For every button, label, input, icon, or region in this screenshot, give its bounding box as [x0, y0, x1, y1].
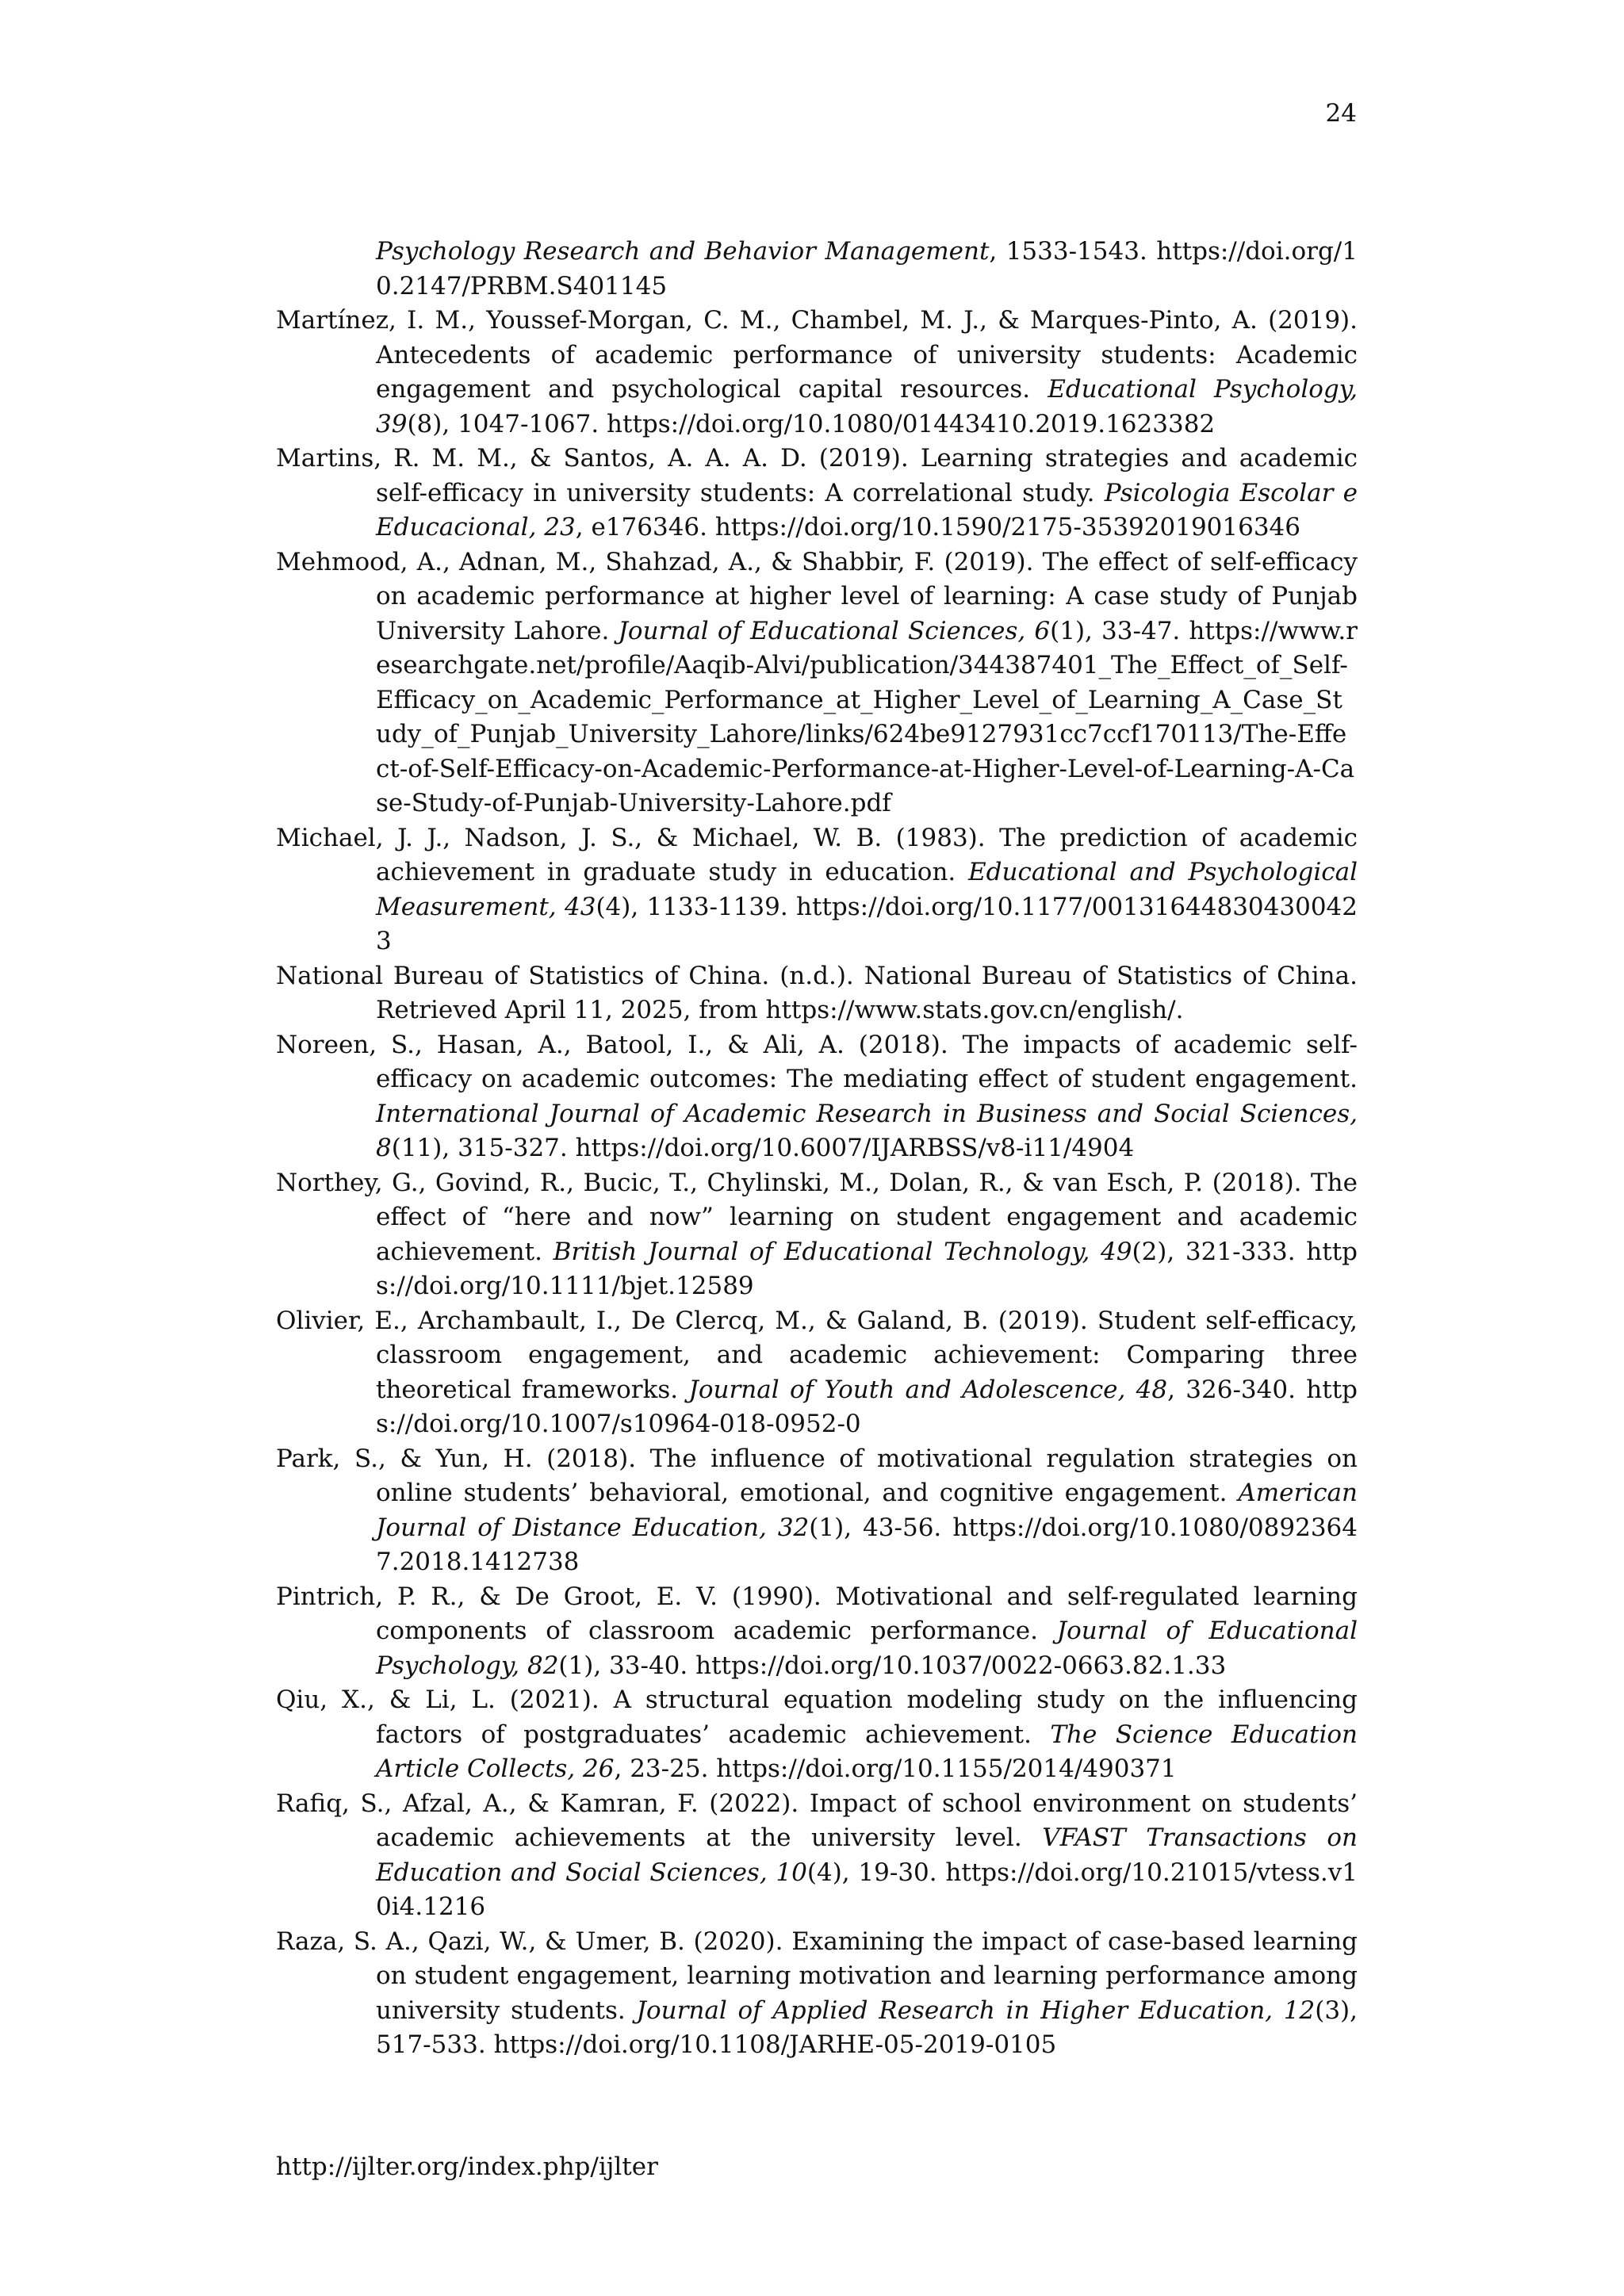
reference-entry [376, 235, 1358, 304]
reference-entry [276, 821, 1358, 959]
reference-text: Olivier, E., Archambault, I., De Clercq, M., & Galand, B. (2019). Student self-efficacy, classroom engagement, and academic achievement: Comparing three theoretical frameworks. [276, 1306, 1358, 1404]
reference-entry [276, 442, 1358, 545]
reference-link[interactable]: https://doi.org/10.1590/2175-35392019016346 [714, 513, 1301, 541]
reference-text: Michael, J. J., Nadson, J. S., & Michael, W. B. (1983). The prediction of academic achievement in graduate study in education. [276, 823, 1358, 886]
reference-link[interactable]: https://doi.org/10.1155/2014/490371 [716, 1755, 1177, 1783]
reference-text: Rafiq, S., Afzal, A., & Kamran, F. (2022). Impact of school environment on students’ academic achievements at the university level. [276, 1789, 1358, 1852]
reference-link[interactable]: https://doi.org/10.1080/01443410.2019.1623382 [607, 409, 1216, 438]
reference-source: The Science Education Article Collects, 26 [376, 1720, 1358, 1783]
reference-source: VFAST Transactions on Education and Social Sciences, 10 [376, 1823, 1358, 1887]
reference-details: , 23-25. [614, 1755, 717, 1783]
reference-source: American Journal of Distance Education, 32 [376, 1479, 1358, 1542]
reference-details: (3), 517-533. [376, 1996, 1358, 2059]
reference-link[interactable]: https://doi.org/10.2147/PRBM.S401145 [376, 237, 1358, 300]
reference-list [276, 235, 1358, 2063]
reference-link[interactable]: https://doi.org/10.1080/08923647.2018.1412738 [376, 1513, 1358, 1576]
reference-details: , 326-340. [1167, 1375, 1307, 1404]
reference-details: (4), 19-30. [806, 1858, 946, 1887]
reference-details: (4), 1133-1139. [596, 892, 797, 921]
reference-entry [276, 1683, 1358, 1787]
reference-link[interactable]: https://doi.org/10.1007/s10964-018-0952-0 [376, 1375, 1358, 1438]
reference-link[interactable]: https://www.researchgate.net/profile/Aaqib-Alvi/publication/344387401_The_Effect_of_Self-Efficacy_on_Academic_Performance_at_Higher_Level_of_Learning_A_Case_Study_of_Punjab_University_Lahore/links/624be9127931cc7ccf170113/The-Effect-of-Self-Efficacy-on-Academic-Performance-at-Higher-Level-of-Learning-A-Case-Study-of-Punjab-University-Lahore.pdf [376, 616, 1358, 817]
reference-text: Qiu, X., & Li, L. (2021). A structural equation modeling study on the influencing factors of postgraduates’ academic achievement. [276, 1686, 1358, 1749]
reference-details: (1), 33-40. [558, 1651, 696, 1680]
reference-details: (1), 43-56. [809, 1513, 953, 1542]
reference-details: , 1533-1543. [989, 237, 1157, 266]
reference-source: Educational Psychology, 39 [376, 375, 1358, 438]
reference-text: Martins, R. M. M., & Santos, A. A. A. D. (2019). Learning strategies and academic self-efficacy in university students: A correlational study. [276, 444, 1358, 507]
reference-entry [276, 1304, 1358, 1442]
reference-source: Journal of Educational Psychology, 82 [376, 1617, 1358, 1680]
reference-source: British Journal of Educational Technology, 49 [553, 1237, 1132, 1266]
reference-link[interactable]: https://doi.org/10.21015/vtess.v10i4.1216 [376, 1858, 1358, 1921]
reference-entry [276, 1166, 1358, 1304]
reference-entry [276, 545, 1358, 821]
reference-link[interactable]: https://doi.org/10.6007/IJARBSS/v8-i11/4904 [575, 1134, 1135, 1162]
reference-text: Northey, G., Govind, R., Bucic, T., Chylinski, M., Dolan, R., & van Esch, P. (2018). The effect of “here and now” learning on student engagement and academic achievement. [276, 1168, 1358, 1266]
reference-source: Journal of Youth and Adolescence, 48 [688, 1375, 1168, 1404]
reference-link[interactable]: https://doi.org/10.1111/bjet.12589 [376, 1237, 1358, 1300]
reference-link[interactable]: https://doi.org/10.1108/JARHE-05-2019-0105 [493, 2030, 1057, 2059]
reference-source: Educational and Psychological Measurement, 43 [376, 858, 1358, 921]
reference-details: (11), 315-327. [391, 1134, 576, 1162]
page-number: 24 [1325, 99, 1357, 128]
reference-entry [276, 304, 1358, 442]
reference-entry [276, 1580, 1358, 1684]
reference-entry [276, 959, 1358, 1028]
reference-details: (1), 33-47. [1050, 616, 1189, 645]
reference-text: Noreen, S., Hasan, A., Batool, I., & Ali, A. (2018). The impacts of academic self-efficacy on academic outcomes: The mediating effect of student engagement. [276, 1030, 1358, 1093]
reference-entry [276, 1028, 1358, 1166]
reference-source: International Journal of Academic Research in Business and Social Sciences, 8 [376, 1099, 1358, 1162]
reference-text: Park, S., & Yun, H. (2018). The influence of motivational regulation strategies on online students’ behavioral, emotional, and cognitive engagement. [276, 1444, 1358, 1507]
reference-entry [276, 1787, 1358, 1925]
reference-link[interactable]: https://doi.org/10.1037/0022-0663.82.1.33 [695, 1651, 1227, 1680]
reference-text: National Bureau of Statistics of China. (n.d.). National Bureau of Statistics of China. Retrieved April 11, 2025, from [276, 961, 1358, 1024]
reference-source: Journal of Educational Sciences, 6 [618, 616, 1051, 645]
reference-details: , e176346. [575, 513, 715, 541]
reference-source: Journal of Applied Research in Higher Education, 12 [636, 1996, 1316, 2025]
reference-text: Martínez, I. M., Youssef-Morgan, C. M., Chambel, M. J., & Marques-Pinto, A. (2019). Antecedents of academic performance of university students: Academic engagement and psychological capital resources. [276, 306, 1358, 404]
reference-source: Psychology Research and Behavior Management [376, 237, 990, 266]
reference-source: Psicologia Escolar e Educacional, 23 [376, 478, 1358, 541]
reference-link[interactable]: https://www.stats.gov.cn/english/. [765, 996, 1184, 1024]
reference-entry [276, 1442, 1358, 1580]
footer-journal-url[interactable]: http://ijlter.org/index.php/ijlter [276, 2152, 658, 2181]
reference-link[interactable]: https://doi.org/10.1177/001316448304300423 [376, 892, 1358, 955]
reference-text: Raza, S. A., Qazi, W., & Umer, B. (2020). Examining the impact of case-based learning on student engagement, learning motivation and learning performance among university students. [276, 1927, 1358, 2025]
reference-text: Pintrich, P. R., & De Groot, E. V. (1990). Motivational and self-regulated learning components of classroom academic performance. [276, 1582, 1358, 1645]
reference-details: (2), 321-333. [1132, 1237, 1307, 1266]
reference-text: Mehmood, A., Adnan, M., Shahzad, A., & Shabbir, F. (2019). The effect of self-efficacy on academic performance at higher level of learning: A case study of Punjab University Lahore. [276, 547, 1358, 645]
reference-entry [276, 1925, 1358, 2063]
reference-details: (8), 1047-1067. [407, 409, 607, 438]
